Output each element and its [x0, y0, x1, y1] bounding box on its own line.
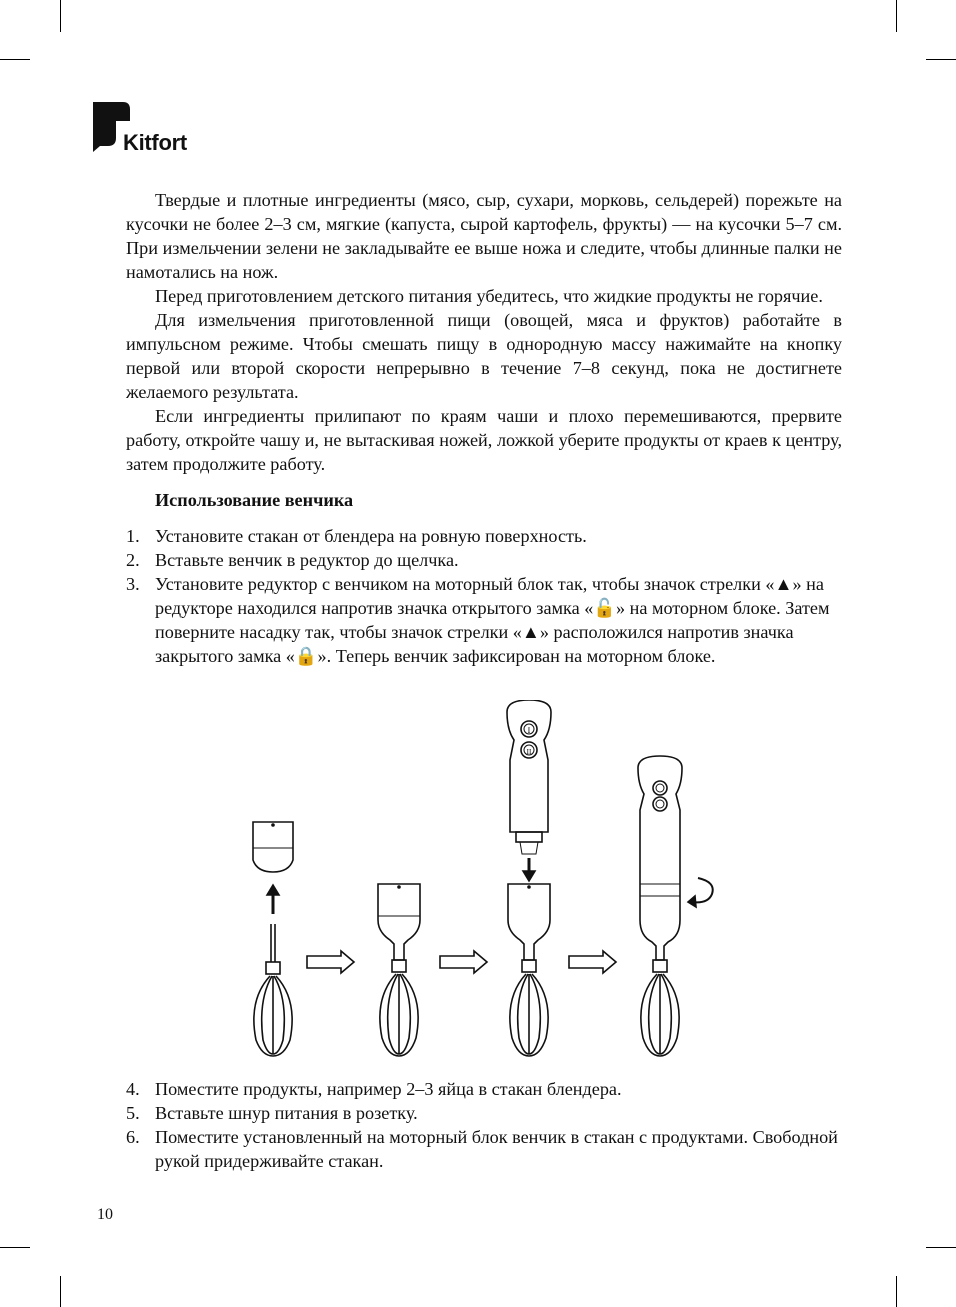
- crop-mark: [896, 1276, 897, 1307]
- step-text: Установите редуктор с венчиком на моторный блок так, чтобы значок стрелки «▲» на редукторе находился напротив значка открытого замка «🔓» на моторном блоке. Затем поверните насадку так, чтобы значок стрелки «▲» расположился напротив значка закрытого замка «🔒». Теперь венчик зафиксирован на моторном блоке.: [155, 574, 830, 666]
- steps-list: [126, 524, 842, 668]
- right-arrow-icon: [440, 951, 487, 973]
- gearbox-with-whisk-icon: [508, 884, 550, 1056]
- step-text: Установите стакан от блендера на ровную поверхность.: [155, 526, 587, 546]
- crop-mark: [60, 1276, 61, 1307]
- body-text: [126, 188, 842, 668]
- assembled-blender-icon: [638, 756, 682, 1056]
- down-arrow-icon: [523, 858, 535, 881]
- step-number: 4.: [126, 1079, 140, 1099]
- motor-unit-icon: [507, 700, 551, 854]
- list-item: [126, 572, 842, 668]
- crop-mark: [0, 1247, 30, 1248]
- rotate-arrow-icon: [688, 878, 713, 907]
- step-text: Поместите установленный на моторный блок венчик в стакан с продуктами. Свободной рукой придерживайте стакан.: [155, 1127, 838, 1171]
- paragraph: Твердые и плотные ингредиенты (мясо, сыр, сухари, морковь, сельдерей) порежьте на кусочки не более 2–3 см, мягкие (капуста, сырой картофель, фрукты) — на кусочки 5–7 см. При измельчении зелени не закладывайте ее выше ножа и следите, чтобы длинные палки не намотались на нож.: [126, 190, 842, 282]
- step-text: Вставьте шнур питания в розетку.: [155, 1103, 418, 1123]
- paragraph: Перед приготовлением детского питания убедитесь, что жидкие продукты не горячие.: [155, 286, 823, 306]
- speed-1-label: I: [527, 726, 531, 735]
- up-arrow-icon: [267, 885, 279, 914]
- page-number: 10: [97, 1206, 113, 1223]
- crop-mark: [0, 59, 30, 60]
- section-heading: Использование венчика: [155, 490, 354, 510]
- list-item: [126, 1125, 842, 1173]
- step-text: Вставьте венчик в редуктор до щелчка.: [155, 550, 459, 570]
- body-text-continued: [126, 1077, 842, 1173]
- list-item: [126, 524, 842, 548]
- step-number: 3.: [126, 574, 140, 594]
- speed-2-label: II: [526, 748, 532, 756]
- list-item: [126, 548, 842, 572]
- paragraph: Для измельчения приготовленной пищи (овощей, мяса и фруктов) работайте в импульсном режиме. Чтобы смешать пищу в однородную массу нажимайте на кнопку первой или второй скорости непрерывно в течение 7–8 секунд, пока не достигнете желаемого результата.: [126, 310, 842, 402]
- step-number: 6.: [126, 1127, 140, 1147]
- whisk-assembly-illustration: [240, 700, 720, 1065]
- crop-mark: [926, 59, 956, 60]
- paragraph: Если ингредиенты прилипают по краям чаши и плохо перемешиваются, прервите работу, откройте чашу и, не вытаскивая ножей, ложкой уберите продукты от краев к центру, затем продолжите работу.: [126, 406, 842, 474]
- step-text: Поместите продукты, например 2–3 яйца в стакан блендера.: [155, 1079, 622, 1099]
- step-number: 2.: [126, 550, 140, 570]
- right-arrow-icon: [569, 951, 616, 973]
- gearbox-icon: [253, 822, 293, 872]
- brand-name: Kitfort: [123, 130, 187, 155]
- list-item: [126, 1077, 842, 1101]
- crop-mark: [60, 0, 61, 32]
- step-number: 1.: [126, 526, 140, 546]
- crop-mark: [926, 1247, 956, 1248]
- right-arrow-icon: [307, 951, 354, 973]
- list-item: [126, 1101, 842, 1125]
- gearbox-with-whisk-icon: [378, 884, 420, 1056]
- crop-mark: [896, 0, 897, 32]
- steps-list: [126, 1077, 842, 1173]
- whisk-icon: [254, 924, 292, 1056]
- step-number: 5.: [126, 1103, 140, 1123]
